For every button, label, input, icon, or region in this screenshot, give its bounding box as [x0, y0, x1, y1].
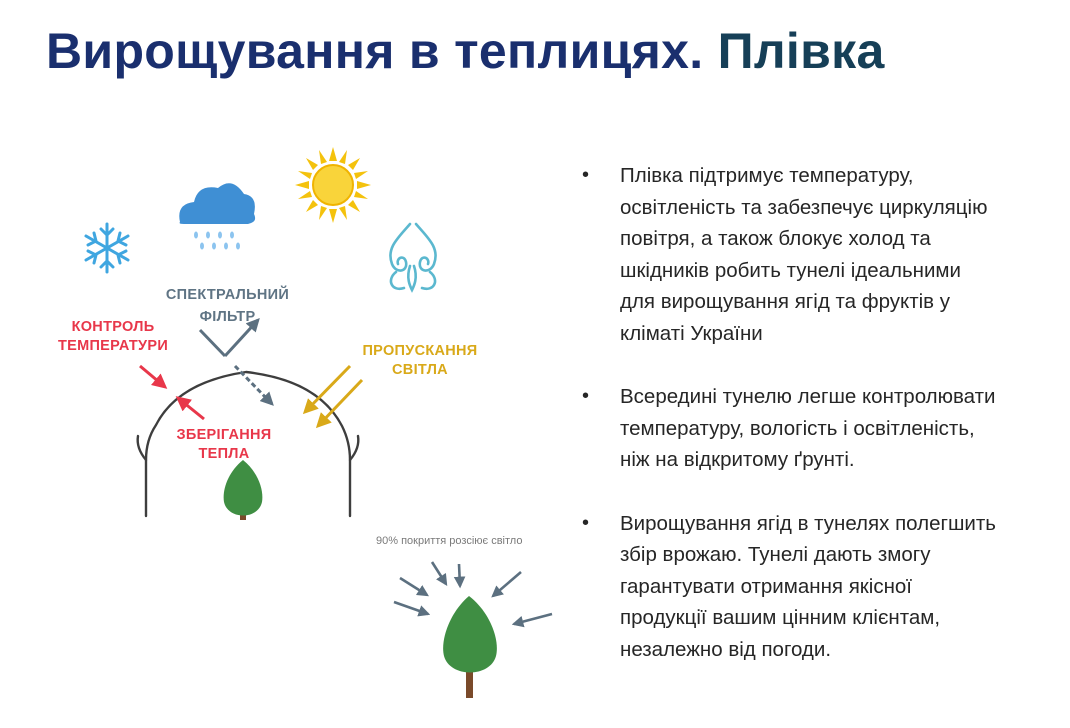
bullet-dot: •: [582, 164, 590, 186]
bullet-list: [582, 160, 1052, 697]
diffusion-caption: 90% покриття розсіює світло: [376, 535, 523, 547]
label-line: КОНТРОЛЬ: [71, 319, 155, 335]
rain-cloud-icon: [179, 183, 255, 249]
bullet-line: незалежно від погоди.: [620, 637, 832, 661]
label-line: СВІТЛА: [392, 362, 448, 378]
bullet-line: Вирощування ягід в тунелях полегшить: [620, 511, 996, 535]
greenhouse-film-illustration: [0, 130, 580, 728]
bullet-item: [582, 508, 1052, 666]
temperature-control-arrows: [140, 366, 204, 419]
sun-icon: [295, 147, 371, 223]
snowflake-icon: [86, 224, 128, 272]
spectral-filter-arrows: [200, 320, 272, 404]
bullet-line: Всередині тунелю легше контролювати: [620, 385, 996, 408]
tree-icon: [443, 596, 497, 698]
bullet-line: ніж на відкритому ґрунті.: [620, 448, 855, 471]
bullet-line: температуру, вологість і освітленість,: [620, 416, 975, 440]
label-spectral-filter: [150, 286, 305, 327]
bullet-line: для вирощування ягід та фруктів у: [620, 290, 951, 313]
wind-icon: [390, 224, 435, 290]
bullet-line: гарантувати отримання якісної: [620, 574, 912, 598]
bullet-item: [582, 160, 1052, 349]
bullet-item: [582, 381, 1052, 476]
label-line: ФІЛЬТР: [199, 309, 256, 325]
bullet-dot: •: [582, 385, 590, 407]
slide-title: [46, 22, 885, 80]
illustration-graphics: [0, 130, 580, 728]
title-main: Вирощування в теплицях.: [46, 23, 704, 79]
label-heat-storage: [164, 426, 284, 464]
bullet-line: продукції вашим цінним клієнтам,: [620, 606, 941, 629]
label-line: ПРОПУСКАННЯ: [362, 343, 478, 359]
tree-icon: [224, 460, 263, 520]
label-line: ТЕПЛА: [198, 446, 250, 462]
label-line: ТЕМПЕРАТУРИ: [57, 338, 169, 354]
bullet-line: збір врожаю. Тунелі дають змогу: [620, 543, 931, 566]
bullet-line: повітря, а також блокує холод та: [620, 227, 931, 250]
bullet-line: освітленість та забезпечує циркуляцію: [620, 195, 988, 219]
label-light-transmission: [345, 342, 495, 380]
bullet-line: Плівка підтримує температуру,: [620, 164, 914, 187]
bullet-dot: •: [582, 511, 590, 534]
label-line: СПЕКТРАЛЬНИЙ: [165, 287, 290, 303]
bullet-line: кліматі України: [620, 321, 763, 345]
label-line: ЗБЕРІГАННЯ: [176, 427, 272, 443]
title-accent: Плівка: [717, 23, 885, 79]
bullet-line: шкідників робить тунелі ідеальними: [620, 258, 961, 282]
